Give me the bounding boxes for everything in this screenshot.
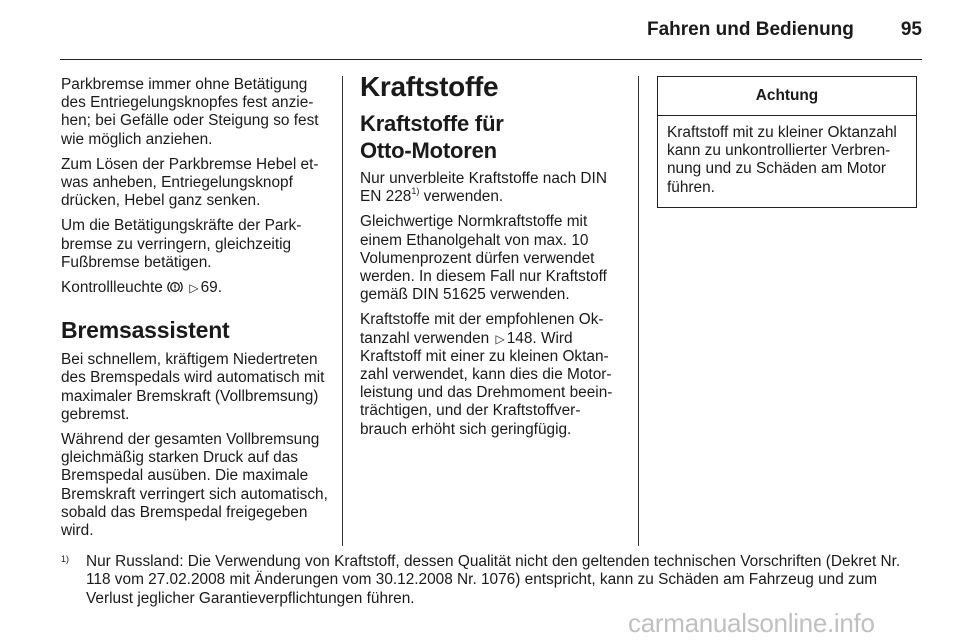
column-right [657, 76, 919, 208]
octane-text: Kraftstoffe mit der empfohlenen Oktanzahl verwenden [360, 311, 604, 347]
control-lamp-page-ref[interactable]: 69. [200, 279, 223, 297]
octane-page-ref[interactable]: 148. [506, 329, 537, 347]
brake-assist-paragraph-1: Bei schnellem, kräftigem Niedertreten des Bremspedals wird automatisch mit maximaler Bremskraft (Vollbremsung) gebremst. [61, 351, 325, 423]
caution-text: Kraftstoff mit zu kleiner Oktanzahl kann zu unkontrollierter Verbrennung und zu Schäden am Motor führen. [667, 124, 897, 196]
octane-text-end: Wird Kraftstoff mit einer zu kleinen Oktanzahl verwendet, kann dies die Motorleistung und das Drehmoment beeinträchtigen, und der Kraftstoffverbrauch erhöht sich geringfügig. [360, 329, 613, 438]
brake-warning-lamp-icon [167, 280, 183, 299]
petrol-fuels-heading [360, 110, 622, 164]
unleaded-fuel-paragraph [360, 170, 622, 206]
page-reference-arrow-icon: ▷ [189, 281, 199, 296]
watermark: carmanualsonline.info [628, 608, 875, 638]
control-lamp-label: Kontrollleuchte [61, 279, 163, 297]
column-divider-left [342, 76, 343, 546]
footnote-mark: 1) [61, 554, 70, 564]
unleaded-fuel-text: Nur unverbleite Kraftstoffe nach DIN EN 228 [360, 170, 607, 206]
fuels-heading: Kraftstoffe [360, 71, 499, 102]
caution-heading: Achtung [658, 77, 916, 116]
page-number: 95 [900, 19, 922, 40]
footnote-marker[interactable]: 1) [411, 186, 420, 197]
column-middle [360, 71, 622, 446]
petrol-fuels-heading-line-2: Otto-Motoren [360, 138, 497, 163]
parking-brake-force-paragraph: Um die Betätigungskräfte der Parkbremse zu verringern, gleichzeitig Fußbremse betätigen. [61, 217, 302, 271]
ethanol-paragraph: Gleichwertige Normkraftstoffe mit einem Ethanolgehalt von max. 10 Volumenprozent dürfen verwendet werden. In diesem Fall nur Kraftstoff gemäß DIN 51625 verwenden. [360, 213, 607, 304]
caution-box [657, 76, 917, 208]
octane-paragraph [360, 311, 622, 438]
unleaded-fuel-text-end: verwenden. [419, 188, 504, 206]
page-header-title: Fahren und Bedienung [647, 19, 854, 40]
brake-assist-paragraph-2: Während der gesamten Vollbremsung gleichmäßig starken Druck auf das Bremspedal ausüben. Die maximale Bremskraft verringert sich automatisch, sobald das Bremspedal freigegeben wird. [61, 431, 328, 540]
column-divider-right [638, 76, 639, 546]
parking-brake-release-paragraph: Zum Lösen der Parkbremse Hebel etwas anheben, Entriegelungsknopf drücken, Hebel ganz senken. [61, 155, 319, 210]
column-left [61, 76, 329, 547]
footnote [61, 553, 923, 608]
page-reference-arrow-icon: ▷ [495, 331, 505, 346]
page-header [0, 0, 960, 62]
control-lamp-reference [61, 279, 329, 299]
footnote-text: Nur Russland: Die Verwendung von Kraftstoff, dessen Qualität nicht den geltenden technischen Vorschriften (Dekret Nr. 118 vom 27.02.2008 mit Änderungen vom 30.12.2008 Nr. 1076) entspricht, kann zu Schäden am Fahrzeug und zum Verlust jeglicher Garantieverpflichtungen führen. [86, 553, 901, 607]
brake-assist-heading: Bremsassistent [61, 317, 230, 344]
parking-brake-apply-paragraph: Parkbremse immer ohne Betätigung des Entriegelungsknopfes fest anziehen; bei Gefälle oder Steigung so fest wie möglich anziehen. [61, 76, 319, 148]
header-rule [60, 59, 922, 60]
petrol-fuels-heading-line-1: Kraftstoffe für [360, 111, 504, 136]
